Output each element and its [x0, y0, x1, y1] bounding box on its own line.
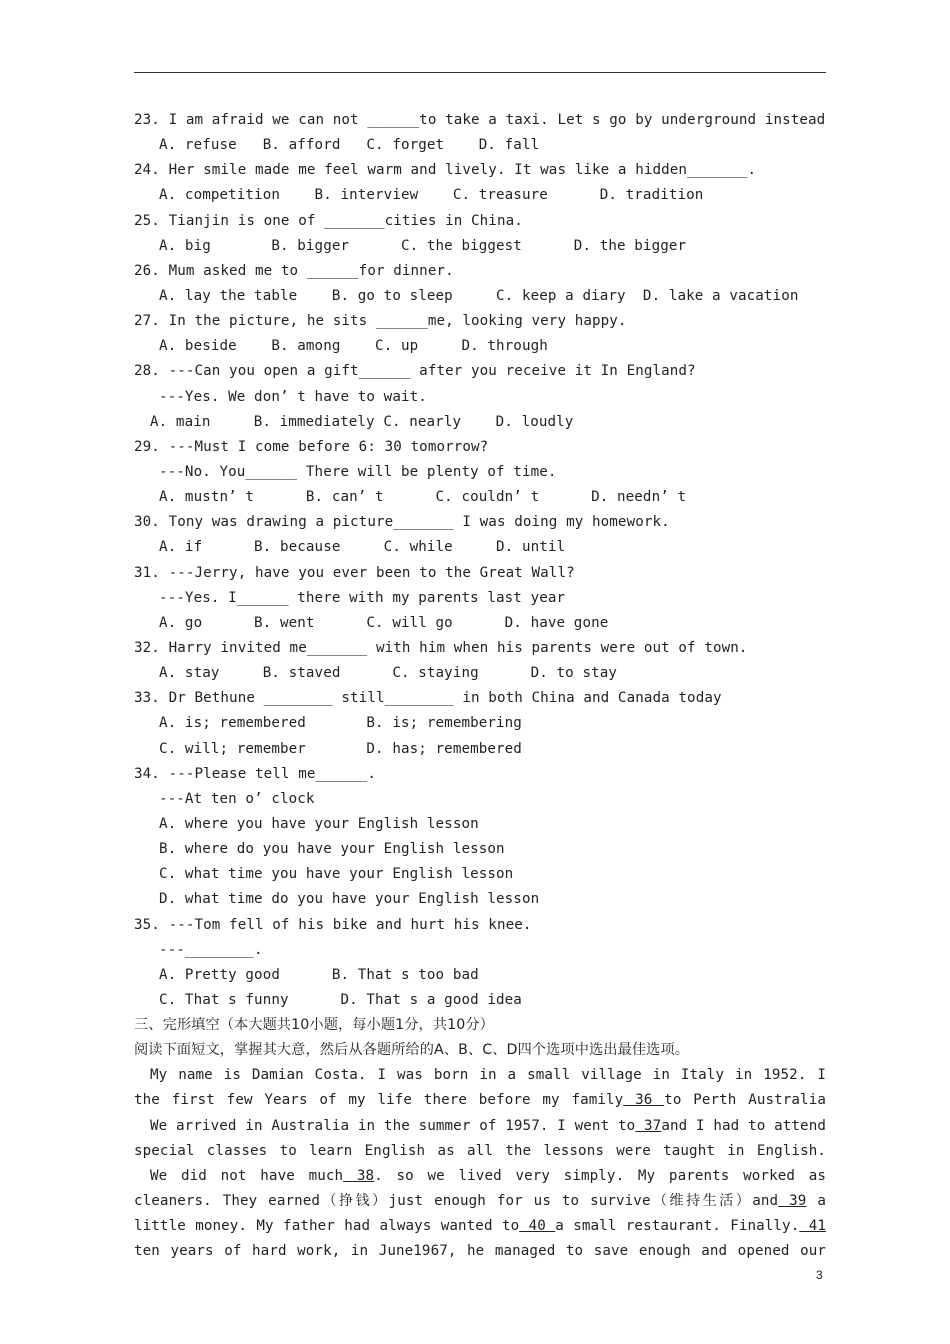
question-text: 24. Her smile made me feel warm and lively. It was like a hidden_______.: [134, 162, 757, 179]
header-rule: [134, 72, 826, 73]
passage-text: the first few Years of my life there before my family: [134, 1092, 624, 1109]
question-30: [134, 510, 826, 560]
question-options: A. main B. immediately C. nearly D. loudly: [150, 413, 574, 430]
dialogue-reply: ---No. You______ There will be plenty of time.: [159, 463, 557, 480]
document-body: [134, 108, 826, 1264]
passage-line: [134, 1114, 826, 1139]
blank-38: 38: [343, 1167, 375, 1184]
question-text: 29. ---Must I come before 6: 30 tomorrow?: [134, 438, 489, 455]
question-options: C. That s funny D. That s a good idea: [159, 991, 522, 1008]
question-options: A. if B. because C. while D. until: [159, 539, 566, 556]
dialogue-reply: ---Yes. We don’ t have to wait.: [159, 388, 427, 405]
question-25: [134, 209, 826, 259]
passage-line: [134, 1214, 826, 1239]
section-instruction: 阅读下面短文，掌握其大意，然后从各题所给的A、B、C、D四个选项中选出最佳选项。: [134, 1042, 690, 1059]
question-options: A. is; remembered B. is; remembering: [159, 715, 522, 732]
question-options: A. go B. went C. will go D. have gone: [159, 614, 609, 631]
question-options: C. will; remember D. has; remembered: [159, 740, 522, 757]
question-text: 34. ---Please tell me______.: [134, 765, 376, 782]
question-options: A. stay B. staved C. staying D. to stay: [159, 665, 618, 682]
passage-line: [134, 1164, 826, 1189]
passage-line: [134, 1063, 826, 1088]
blank-41: 41: [799, 1218, 826, 1235]
passage-text: to Perth Australia: [664, 1092, 826, 1109]
passage-line: [134, 1189, 826, 1214]
blank-40: 40: [519, 1218, 556, 1235]
passage-text: ten years of hard work, in June1967, he managed to save enough and opened our: [134, 1243, 826, 1260]
cloze-passage: [134, 1063, 826, 1264]
question-31: [134, 561, 826, 636]
question-29: [134, 435, 826, 510]
passage-text: My name is Damian Costa. I was born in a small village in Italy in 1952. I: [150, 1067, 826, 1084]
question-option: D. what time do you have your English lesson: [159, 891, 540, 908]
passage-text: a: [806, 1193, 826, 1210]
passage-text: and I had to attend: [661, 1117, 826, 1134]
passage-text: cleaners. They earned（挣钱）just enough for us to survive（维持生活）and: [134, 1193, 779, 1210]
passage-line: [134, 1239, 826, 1264]
question-options: A. lay the table B. go to sleep C. keep a diary D. lake a vacation: [159, 287, 799, 304]
question-option: A. where you have your English lesson: [159, 815, 479, 832]
question-option: C. what time you have your English lesson: [159, 866, 514, 883]
blank-37: 37: [635, 1117, 662, 1134]
page-number: 3: [816, 1268, 823, 1282]
passage-line: [134, 1088, 826, 1113]
passage-text: We arrived in Australia in the summer of 1957. I went to: [150, 1117, 636, 1134]
passage-text: special classes to learn English as all the lessons were taught in English.: [134, 1142, 826, 1159]
passage-text: little money. My father had always wanted to: [134, 1218, 520, 1235]
dialogue-reply: ---________.: [159, 941, 263, 958]
question-options: A. refuse B. afford C. forget D. fall: [159, 137, 540, 154]
question-26: [134, 259, 826, 309]
question-options: A. Pretty good B. That s too bad: [159, 966, 479, 983]
question-option: B. where do you have your English lesson: [159, 841, 505, 858]
question-28: [134, 359, 826, 434]
question-24: [134, 158, 826, 208]
question-text: 32. Harry invited me_______ with him when his parents were out of town.: [134, 639, 748, 656]
question-text: 23. I am afraid we can not ______to take a taxi. Let s go by underground instead: [134, 112, 826, 128]
question-27: [134, 309, 826, 359]
question-35: [134, 913, 826, 1014]
question-options: A. mustn’ t B. can’ t C. couldn’ t D. needn’ t: [159, 489, 687, 506]
passage-text: a small restaurant. Finally.: [555, 1218, 800, 1235]
question-text: 35. ---Tom fell of his bike and hurt his knee.: [134, 916, 532, 933]
question-options: A. beside B. among C. up D. through: [159, 338, 548, 355]
question-32: [134, 636, 826, 686]
question-text: 25. Tianjin is one of _______cities in China.: [134, 212, 523, 229]
question-options: A. competition B. interview C. treasure D. tradition: [159, 187, 704, 204]
question-33: [134, 686, 826, 761]
passage-text: We did not have much: [150, 1167, 344, 1184]
question-text: 31. ---Jerry, have you ever been to the Great Wall?: [134, 564, 575, 581]
section-heading: 三、完形填空（本大题共10小题，每小题1分，共10分）: [134, 1017, 494, 1034]
question-23: [134, 108, 826, 158]
passage-text: . so we lived very simply. My parents worked as: [374, 1167, 826, 1184]
blank-39: 39: [778, 1193, 807, 1210]
question-text: 28. ---Can you open a gift______ after you receive it In England?: [134, 363, 696, 380]
question-options: A. big B. bigger C. the biggest D. the bigger: [159, 237, 687, 254]
passage-line: [134, 1139, 826, 1164]
question-text: 27. In the picture, he sits ______me, looking very happy.: [134, 313, 627, 330]
question-34: [134, 762, 826, 913]
dialogue-reply: ---At ten o’ clock: [159, 790, 315, 807]
dialogue-reply: ---Yes. I______ there with my parents last year: [159, 589, 566, 606]
blank-36: 36: [623, 1092, 665, 1109]
question-text: 33. Dr Bethune ________ still________ in both China and Canada today: [134, 690, 722, 707]
question-text: 30. Tony was drawing a picture_______ I was doing my homework.: [134, 514, 670, 531]
question-text: 26. Mum asked me to ______for dinner.: [134, 262, 454, 279]
